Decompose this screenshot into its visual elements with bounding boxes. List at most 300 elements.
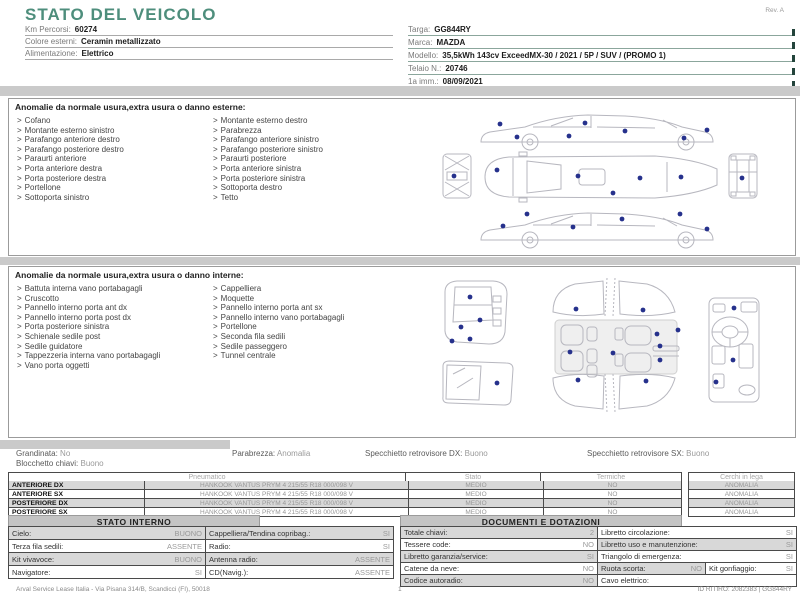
anomaly-item-label: Vano porta oggetti <box>24 360 90 370</box>
anomaly-marker <box>682 136 687 141</box>
kv-label: Ruota scorta: <box>601 564 646 573</box>
kv-label: Cielo: <box>12 528 32 538</box>
stato-interno-table <box>8 526 394 579</box>
anomaly-item-label: Paraurti anteriore <box>24 154 87 164</box>
anomaly-marker <box>679 175 684 180</box>
anomaly-item-label: Porta posteriore sinistra <box>24 322 110 332</box>
tyre-spec: HANKOOK VANTUS PRYM 4 215/55 R18 000/098 V <box>145 508 409 516</box>
kv-cell <box>9 566 206 578</box>
kv-cell <box>598 539 796 550</box>
anomaly-marker <box>515 135 520 140</box>
status-value: Buono <box>464 449 488 458</box>
anomaly-item <box>17 294 209 304</box>
divider-band <box>0 86 800 96</box>
kv-value: NO <box>582 576 594 585</box>
anomaly-item-label: Parafango anteriore sinistro <box>220 135 319 145</box>
anomaly-marker <box>468 295 473 300</box>
field-label: Modello: <box>408 51 439 60</box>
field-value: 60274 <box>74 25 98 34</box>
kv-cell <box>401 539 598 550</box>
table-row <box>9 552 393 565</box>
bullet-icon: > <box>17 116 22 125</box>
bullet-icon: > <box>213 154 218 164</box>
field-value: 08/09/2021 <box>442 77 483 86</box>
anomaly-item <box>17 303 209 313</box>
footer-id-ritiro: ID RITIRO: 2082383 | GG844RY <box>697 586 792 593</box>
kv-label: CD(Navig.): <box>209 567 249 577</box>
anomaly-item-label: Parafango anteriore destro <box>24 135 120 145</box>
bullet-icon: > <box>17 341 22 351</box>
kv-label: Libretto uso e manutenzione: <box>601 540 698 549</box>
field-label: Marca: <box>408 38 433 47</box>
kv-label: Terza fila sedili: <box>12 541 64 551</box>
kv-cell <box>598 563 706 574</box>
anomaly-item-label: Battuta interna vano portabagagli <box>24 284 143 293</box>
documenti-header: DOCUMENTI E DOTAZIONI <box>400 515 682 528</box>
tyre-position: ANTERIORE DX <box>9 481 145 489</box>
anomaly-item-label: Porta anteriore sinistra <box>220 163 302 173</box>
field-value: Ceramin metallizzato <box>81 37 161 46</box>
anomaly-item <box>17 135 209 145</box>
status-value: Buono <box>686 449 710 458</box>
vehicle-info-right <box>408 23 795 88</box>
bullet-icon: > <box>17 183 22 193</box>
anomaly-item-label: Tetto <box>220 192 239 202</box>
table-row <box>401 562 796 574</box>
field-label: Colore esterni: <box>25 37 78 46</box>
anomaly-marker <box>583 121 588 126</box>
status-label: Blocchetto chiavi: <box>16 459 79 468</box>
status-value: Anomalia <box>276 449 311 458</box>
anomaly-item <box>213 284 405 294</box>
field-label: Telaio N.: <box>408 64 442 73</box>
field-label: Alimentazione: <box>25 49 78 58</box>
bullet-icon: > <box>213 163 218 173</box>
bullet-icon: > <box>213 144 218 154</box>
anomaly-marker <box>714 380 719 385</box>
anomaly-marker <box>740 176 745 181</box>
anomaly-item <box>213 332 405 342</box>
kv-label: Kit vivavoce: <box>12 554 55 564</box>
table-row <box>9 565 393 578</box>
anomaly-item-label: Pannello interno porta ant dx <box>24 303 127 313</box>
kv-label: Antenna radio: <box>209 554 258 564</box>
anomaly-marker <box>655 332 660 337</box>
anomaly-marker <box>478 318 483 323</box>
anomaly-item <box>213 313 405 323</box>
anomaly-item <box>213 294 405 304</box>
tyre-table <box>8 472 682 517</box>
kv-value: SI <box>382 541 390 551</box>
anomaly-item-label: Porta posteriore sinistra <box>220 173 306 183</box>
car-side-view-left <box>481 213 713 248</box>
divider-band <box>0 440 230 449</box>
row-end-tick <box>792 29 795 36</box>
anomaly-marker <box>574 307 579 312</box>
anomaly-item-label: Pannello interno porta ant sx <box>220 303 323 313</box>
field-label: Km Percorsi: <box>25 25 71 34</box>
field-row <box>408 36 795 49</box>
bullet-icon: > <box>213 192 218 202</box>
field-row <box>408 49 795 62</box>
status-blocchetto <box>16 459 104 468</box>
anomaly-marker <box>620 217 625 222</box>
car-side-view-right <box>481 115 713 150</box>
kv-label: Libretto garanzia/service: <box>404 552 488 561</box>
anomaly-marker <box>732 306 737 311</box>
status-value: No <box>60 449 71 458</box>
kv-value: NO <box>582 564 594 573</box>
anomaly-item-label: Porta posteriore destra <box>24 173 107 183</box>
kv-value: ASSENTE <box>166 541 202 551</box>
anomaly-item <box>17 351 209 361</box>
table-row <box>401 550 796 562</box>
section-title: Anomalie da normale usura,extra usura o danno interne: <box>15 270 244 280</box>
status-label: Specchietto retrovisore DX: <box>365 449 463 458</box>
anomaly-marker <box>676 328 681 333</box>
kv-label: Catene da neve: <box>404 564 460 573</box>
bullet-icon: > <box>17 303 22 313</box>
anomaly-item <box>17 164 209 174</box>
bullet-icon: > <box>213 293 218 303</box>
anomaly-item <box>213 183 405 193</box>
kv-cell <box>206 540 393 552</box>
anomaly-item-label: Portellone <box>220 322 257 332</box>
revision-label: Rev. A <box>765 7 784 14</box>
anomaly-item <box>17 116 209 126</box>
tyre-thermal: NO <box>607 481 618 489</box>
kv-cell <box>9 553 206 565</box>
anomaly-item <box>213 351 405 361</box>
field-row <box>408 62 795 75</box>
anomaly-item <box>17 313 209 323</box>
exterior-anomaly-list-col1 <box>17 116 209 202</box>
anomaly-marker <box>638 176 643 181</box>
anomaly-item-label: Tunnel centrale <box>220 351 276 361</box>
anomaly-item <box>17 145 209 155</box>
kv-label: Cappelliera/Tendina copribag.: <box>209 528 311 538</box>
tyre-state: MEDIO <box>409 508 544 516</box>
footer-company: Arval Service Lease Italia - Via Pisana 314/B, Scandicci (FI), 50018 <box>16 586 210 593</box>
kv-cell <box>401 563 598 574</box>
anomaly-item <box>213 193 405 203</box>
anomaly-marker <box>495 168 500 173</box>
status-label: Specchietto retrovisore SX: <box>587 449 684 458</box>
anomaly-item <box>17 322 209 332</box>
anomaly-item-label: Sedile passeggero <box>220 341 287 351</box>
bullet-icon: > <box>17 331 22 341</box>
kv-cell <box>401 551 598 562</box>
anomaly-item <box>213 164 405 174</box>
car-front-view <box>443 154 471 198</box>
bullet-icon: > <box>213 331 218 341</box>
rear-window-view <box>443 361 513 405</box>
tyre-row <box>9 481 681 489</box>
bullet-icon: > <box>17 135 22 145</box>
tyre-spec: HANKOOK VANTUS PRYM 4 215/55 R18 000/098 V <box>145 499 409 507</box>
anomaly-marker <box>611 351 616 356</box>
status-label: Parabrezza: <box>232 449 276 458</box>
page-title: STATO DEL VEICOLO <box>25 5 217 24</box>
kv-label: Codice autoradio: <box>404 576 463 585</box>
kv-cell <box>401 527 598 538</box>
section-title: Anomalie da normale usura,extra usura o danno esterne: <box>15 102 246 112</box>
kv-value: SI <box>586 552 594 561</box>
anomaly-marker <box>658 344 663 349</box>
anomaly-item-label: Parabrezza <box>220 125 262 135</box>
anomaly-marker <box>623 129 628 134</box>
anomaly-marker <box>641 308 646 313</box>
row-end-tick <box>792 42 795 49</box>
exterior-anomaly-list-col2 <box>213 116 405 202</box>
anomaly-item-label: Paraurti posteriore <box>220 154 287 164</box>
field-label: Targa: <box>408 25 431 34</box>
anomaly-marker <box>576 378 581 383</box>
tyre-position: POSTERIORE SX <box>9 508 145 516</box>
status-specchietto-sx <box>587 449 709 458</box>
anomaly-item-label: Sottoporta sinistro <box>24 192 90 202</box>
field-row <box>25 24 393 36</box>
anomaly-item-label: Cofano <box>24 116 51 125</box>
documenti-table <box>400 526 797 587</box>
kv-cell <box>9 527 206 539</box>
footer-page-number: 1 <box>398 586 402 593</box>
kv-value: SI <box>785 552 793 561</box>
table-row <box>401 527 796 538</box>
bullet-icon: > <box>17 163 22 173</box>
kv-label: Kit gonfiaggio: <box>709 564 757 573</box>
anomaly-item <box>213 135 405 145</box>
anomaly-item <box>17 332 209 342</box>
alloy-state: ANOMALIA <box>689 481 794 489</box>
anomaly-item <box>17 193 209 203</box>
anomaly-item-label: Pannello interno vano portabagagli <box>220 312 345 322</box>
anomaly-item-label: Parafango posteriore sinistro <box>220 144 323 154</box>
table-row <box>401 574 796 586</box>
kv-value: NO <box>582 540 594 549</box>
kv-value: NO <box>690 564 702 573</box>
kv-cell <box>706 563 796 574</box>
kv-cell <box>9 540 206 552</box>
table-row <box>401 538 796 550</box>
kv-value: 2 <box>589 528 594 537</box>
anomaly-item-label: Cappelliera <box>220 284 262 293</box>
alloy-state: ANOMALIA <box>689 498 794 507</box>
tyre-table-header <box>9 473 681 481</box>
alloy-state: ANOMALIA <box>689 489 794 498</box>
kv-value: SI <box>785 528 793 537</box>
anomaly-marker <box>678 212 683 217</box>
anomaly-item-label: Montante esterno sinistro <box>24 125 115 135</box>
kv-cell <box>206 527 393 539</box>
kv-label: Radio: <box>209 541 231 551</box>
interior-anomaly-list-col1 <box>17 284 209 370</box>
anomaly-item <box>17 126 209 136</box>
anomaly-item-label: Cruscotto <box>24 293 59 303</box>
anomaly-marker <box>658 358 663 363</box>
kv-value: ASSENTE <box>354 554 390 564</box>
tyre-position: POSTERIORE DX <box>9 499 145 507</box>
anomaly-marker <box>495 381 500 386</box>
anomaly-item-label: Moquette <box>220 293 255 303</box>
anomaly-item-label: Montante esterno destro <box>220 116 308 125</box>
anomaly-marker <box>644 379 649 384</box>
kv-cell <box>598 551 796 562</box>
anomaly-item <box>17 174 209 184</box>
tyre-thermal: NO <box>607 508 618 516</box>
anomaly-item <box>213 342 405 352</box>
anomaly-item <box>213 126 405 136</box>
bullet-icon: > <box>17 293 22 303</box>
tyre-state: MEDIO <box>409 481 544 489</box>
car-exterior-diagram <box>429 102 789 252</box>
stato-interno-header: STATO INTERNO <box>8 515 260 528</box>
field-value: 20746 <box>445 64 468 73</box>
anomaly-marker <box>611 191 616 196</box>
vehicle-info-left <box>25 24 393 60</box>
tyre-state: MEDIO <box>409 490 544 498</box>
kv-cell <box>598 575 796 586</box>
anomaly-marker <box>525 212 530 217</box>
status-label: Grandinata: <box>16 449 58 458</box>
anomaly-marker <box>568 350 573 355</box>
kv-label: Libretto circolazione: <box>601 528 670 537</box>
alloy-wheels-table <box>688 472 795 517</box>
anomaly-marker <box>501 224 506 229</box>
field-value: Elettrico <box>81 49 114 58</box>
kv-value: SI <box>194 567 202 577</box>
anomaly-item <box>213 154 405 164</box>
kv-value: SI <box>785 564 793 573</box>
anomaly-marker <box>452 174 457 179</box>
tyre-thermal: NO <box>607 490 618 498</box>
field-row <box>25 48 393 60</box>
anomaly-item <box>17 154 209 164</box>
trunk-view <box>445 281 507 344</box>
tyre-position: ANTERIORE SX <box>9 490 145 498</box>
anomaly-item-label: Sedile guidatore <box>24 341 83 351</box>
bullet-icon: > <box>17 312 22 322</box>
bullet-icon: > <box>17 125 22 135</box>
tyre-state: MEDIO <box>409 499 544 507</box>
bullet-icon: > <box>213 135 218 145</box>
interior-anomaly-list-col2 <box>213 284 405 361</box>
bullet-icon: > <box>17 351 22 361</box>
kv-value: SI <box>382 528 390 538</box>
kv-cell <box>206 566 393 578</box>
bullet-icon: > <box>213 284 218 293</box>
field-label: 1a imm.: <box>408 77 439 86</box>
status-specchietto-dx <box>365 449 488 458</box>
kv-value: BUONO <box>174 528 202 538</box>
kv-label: Cavo elettrico: <box>601 576 649 585</box>
bullet-icon: > <box>17 322 22 332</box>
status-grandinata <box>16 449 70 458</box>
table-row <box>9 527 393 539</box>
tyre-spec: HANKOOK VANTUS PRYM 4 215/55 R18 000/098 V <box>145 490 409 498</box>
bullet-icon: > <box>213 183 218 193</box>
bullet-icon: > <box>213 303 218 313</box>
kv-value: ASSENTE <box>354 567 390 577</box>
bullet-icon: > <box>213 341 218 351</box>
anomaly-marker <box>459 325 464 330</box>
bullet-icon: > <box>213 312 218 322</box>
kv-cell <box>206 553 393 565</box>
anomaly-item-label: Schienale sedile post <box>24 331 101 341</box>
field-row <box>25 36 393 48</box>
kv-label: Tessere code: <box>404 540 451 549</box>
status-parabrezza <box>232 449 310 458</box>
bullet-icon: > <box>213 351 218 361</box>
tyre-row <box>9 489 681 498</box>
field-value: 35,5kWh 143cv ExceedMX-30 / 2021 / 5P / SUV / (PROMO 1) <box>442 51 666 60</box>
bullet-icon: > <box>213 173 218 183</box>
bullet-icon: > <box>213 125 218 135</box>
kv-cell-split <box>598 563 796 574</box>
column-header-cerchi: Cerchi in lega <box>720 473 763 481</box>
anomaly-item <box>213 303 405 313</box>
anomaly-item <box>17 342 209 352</box>
kv-label: Totale chiavi: <box>404 528 448 537</box>
anomaly-item-label: Portellone <box>24 183 61 193</box>
column-header-pneumatico: Pneumatico <box>9 473 406 481</box>
bullet-icon: > <box>17 360 22 370</box>
anomaly-item-label: Tappezzeria interna vano portabagagli <box>24 351 161 361</box>
anomaly-marker <box>576 174 581 179</box>
anomaly-marker <box>498 122 503 127</box>
anomaly-item <box>17 183 209 193</box>
bullet-icon: > <box>17 192 22 202</box>
column-header-termiche: Termiche <box>596 473 626 481</box>
kv-label: Navigatore: <box>12 567 51 577</box>
kv-label: Triangolo di emergenza: <box>601 552 682 561</box>
field-value: MAZDA <box>436 38 466 47</box>
column-header-stato: Stato <box>406 473 541 481</box>
kv-value: BUONO <box>174 554 202 564</box>
kv-value: SI <box>785 540 793 549</box>
anomaly-marker <box>468 337 473 342</box>
anomaly-item <box>213 145 405 155</box>
anomaly-marker <box>450 339 455 344</box>
anomaly-item-label: Porta anteriore destra <box>24 163 103 173</box>
row-end-tick <box>792 68 795 75</box>
bullet-icon: > <box>213 322 218 332</box>
table-row <box>9 539 393 552</box>
anomaly-marker <box>567 134 572 139</box>
field-value: GG844RY <box>434 25 471 34</box>
bullet-icon: > <box>17 173 22 183</box>
anomaly-item <box>213 174 405 184</box>
field-row <box>408 23 795 36</box>
exterior-anomalies-section <box>8 98 796 256</box>
anomaly-item <box>17 284 209 294</box>
kv-cell <box>598 527 796 538</box>
anomaly-item-label: Pannello interno porta post dx <box>24 312 131 322</box>
dashboard-view <box>709 298 759 402</box>
car-interior-diagram <box>429 270 789 420</box>
anomaly-marker <box>731 358 736 363</box>
anomaly-marker <box>571 225 576 230</box>
divider-band <box>0 257 800 265</box>
anomaly-item-label: Parafango posteriore destro <box>24 144 124 154</box>
row-end-tick <box>792 55 795 62</box>
anomaly-item <box>213 322 405 332</box>
anomaly-item <box>17 361 209 371</box>
kv-cell <box>401 575 598 586</box>
anomaly-item <box>213 116 405 126</box>
tyre-row <box>9 498 681 507</box>
anomaly-item-label: Seconda fila sedili <box>220 331 286 341</box>
